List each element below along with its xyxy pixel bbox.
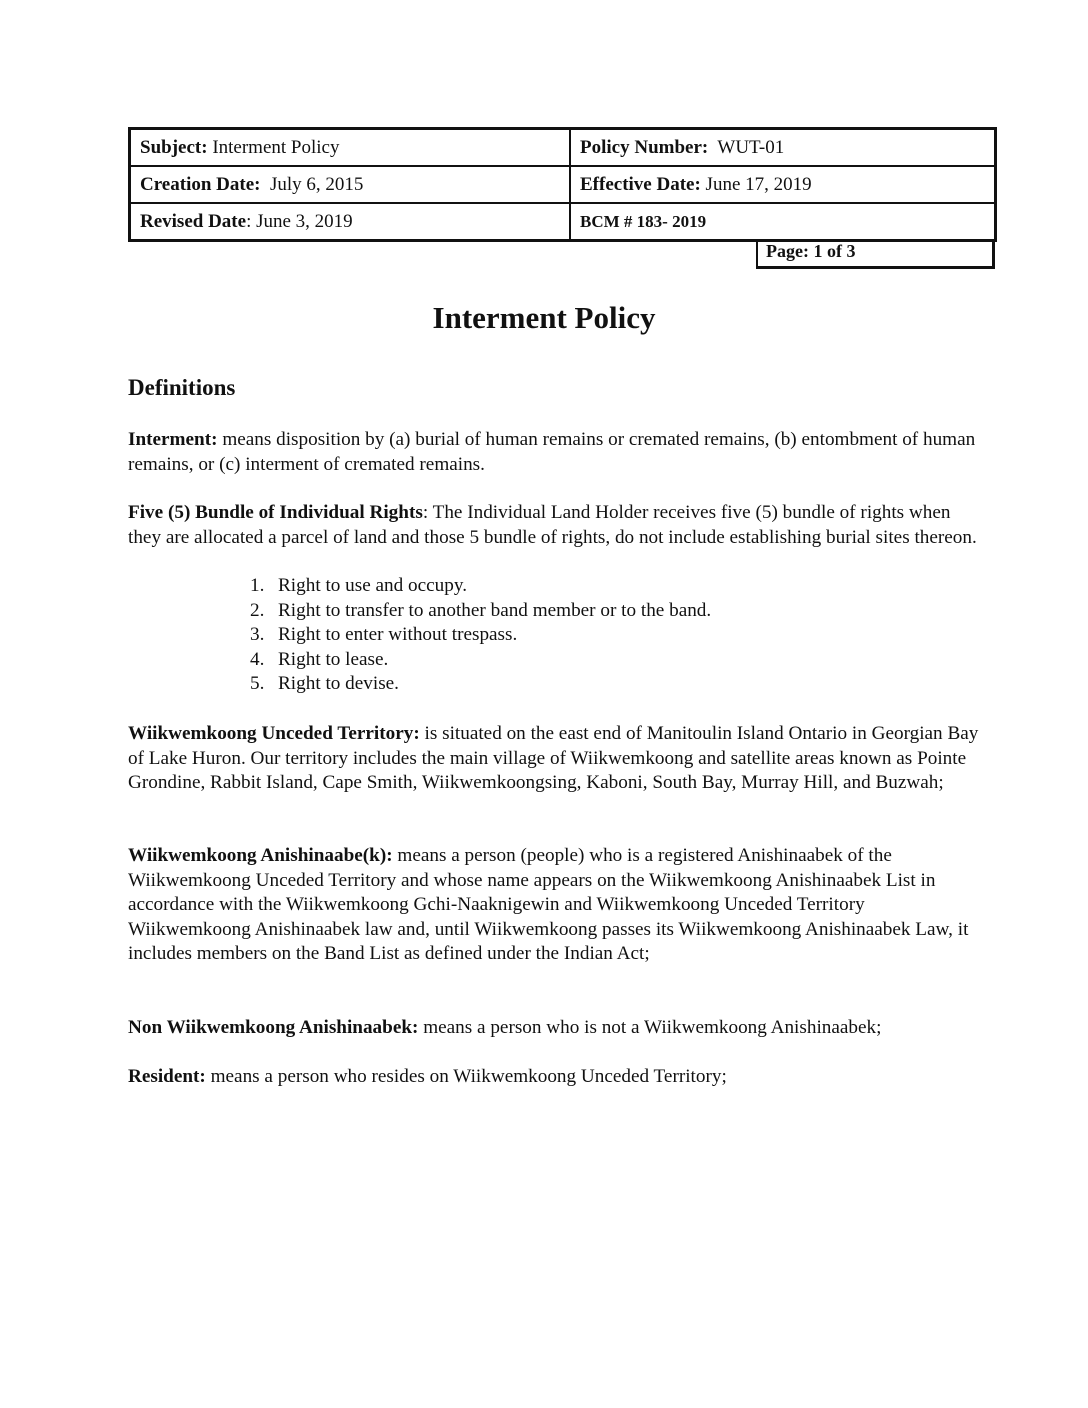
effective-date-value: June 17, 2019 bbox=[705, 173, 812, 195]
definition-text: means a person (people) who is a registered Anishinaabek of the Wiikwemkoong Unceded Territory and whose name appears on the Wiikwemkoong Anishinaabek List in accordance with the Wiikwemkoong Gchi-Naaknigewin and Wiikwemkoong Unceded Territory Wiikwemkoong Anishinaabek law and, until Wiikwemkoong passes its Wiikwemkoong Anishinaabek Law, it includes members on the Band List as defined under the Indian Act; bbox=[128, 845, 969, 964]
effective-date-cell bbox=[570, 166, 996, 203]
document-title: Interment Policy bbox=[432, 300, 656, 335]
policy-header-table bbox=[128, 127, 997, 242]
revised-date-label: Revised Date bbox=[140, 210, 247, 232]
subject-cell bbox=[130, 129, 571, 167]
list-item-number: 2. bbox=[250, 599, 265, 621]
list-item-number: 5. bbox=[250, 673, 265, 694]
definition-unceded-territory bbox=[128, 722, 988, 796]
definition-term: Wiikwemkoong Unceded Territory: bbox=[128, 723, 420, 744]
definition-term: Interment: bbox=[128, 429, 218, 450]
definition-term: Wiikwemkoong Anishinaabe(k): bbox=[128, 845, 393, 866]
section-heading-definitions: Definitions bbox=[128, 375, 236, 400]
policy-number-label: Policy Number: bbox=[580, 136, 709, 158]
policy-number-value: WUT-01 bbox=[717, 136, 785, 158]
list-item-text: Right to enter without trespass. bbox=[278, 624, 518, 645]
subject-label: Subject: bbox=[140, 136, 208, 158]
header-row-dates bbox=[130, 166, 996, 203]
definition-text: means a person who is not a Wiikwemkoong Anishinaabek; bbox=[418, 1017, 882, 1038]
list-item-number: 4. bbox=[250, 648, 265, 670]
list-item bbox=[250, 574, 711, 599]
definition-interment bbox=[128, 428, 988, 477]
definition-text: : The Individual Land Holder receives five (5) bundle of rights when they are allocated a parcel of land and those 5 bundle of rights, do not include establishing burial sites thereon. bbox=[128, 502, 977, 548]
definition-term: Resident: bbox=[128, 1066, 206, 1087]
page-indicator: Page: 1 of 3 bbox=[756, 239, 995, 269]
rights-list bbox=[250, 574, 711, 697]
list-item-text: Right to transfer to another band member or to the band. bbox=[278, 599, 712, 621]
definition-term: Non Wiikwemkoong Anishinaabek: bbox=[128, 1017, 419, 1038]
list-item bbox=[250, 672, 711, 697]
revised-date-cell bbox=[130, 203, 571, 241]
creation-date-value: July 6, 2015 bbox=[269, 173, 364, 195]
bcm-cell bbox=[570, 203, 996, 241]
list-item bbox=[250, 648, 711, 673]
definition-anishinaabe bbox=[128, 844, 988, 967]
list-item-text: Right to use and occupy. bbox=[278, 575, 467, 596]
definition-resident bbox=[128, 1065, 988, 1090]
list-item-text: Right to devise. bbox=[278, 673, 399, 694]
header-row-revised bbox=[130, 203, 996, 241]
header-row-subject bbox=[130, 129, 996, 167]
list-item bbox=[250, 599, 711, 624]
list-item bbox=[250, 623, 711, 648]
definition-text: is situated on the east end of Manitoulin Island Ontario in Georgian Bay of Lake Huron. Our territory includes the main village of Wiikwemkoong and satellite areas known as Pointe Grondine, Rabbit Island, Cape Smith, Wiikwemkoongsing, Kaboni, South Bay, Murray Hill, and Buzwah; bbox=[128, 723, 979, 793]
definition-text: means a person who resides on Wiikwemkoong Unceded Territory; bbox=[205, 1066, 727, 1087]
list-item-number: 3. bbox=[250, 624, 265, 645]
effective-date-label: Effective Date: bbox=[580, 173, 701, 195]
definition-term: Five (5) Bundle of Individual Rights bbox=[128, 502, 423, 523]
bcm-number: BCM # 183- 2019 bbox=[580, 211, 707, 231]
definition-bundle-of-rights bbox=[128, 501, 988, 550]
list-item-text: Right to lease. bbox=[278, 648, 389, 670]
subject-value: Interment Policy bbox=[212, 136, 340, 158]
list-item-number: 1. bbox=[250, 575, 265, 596]
revised-date-value: : June 3, 2019 bbox=[246, 210, 353, 232]
definition-non-anishinaabek bbox=[128, 1016, 988, 1041]
creation-date-label: Creation Date: bbox=[140, 173, 261, 195]
definition-text: means disposition by (a) burial of human remains or cremated remains, (b) entombment of human remains, or (c) interment of cremated remains. bbox=[128, 429, 976, 475]
creation-date-cell bbox=[130, 166, 571, 203]
policy-number-cell bbox=[570, 129, 996, 167]
